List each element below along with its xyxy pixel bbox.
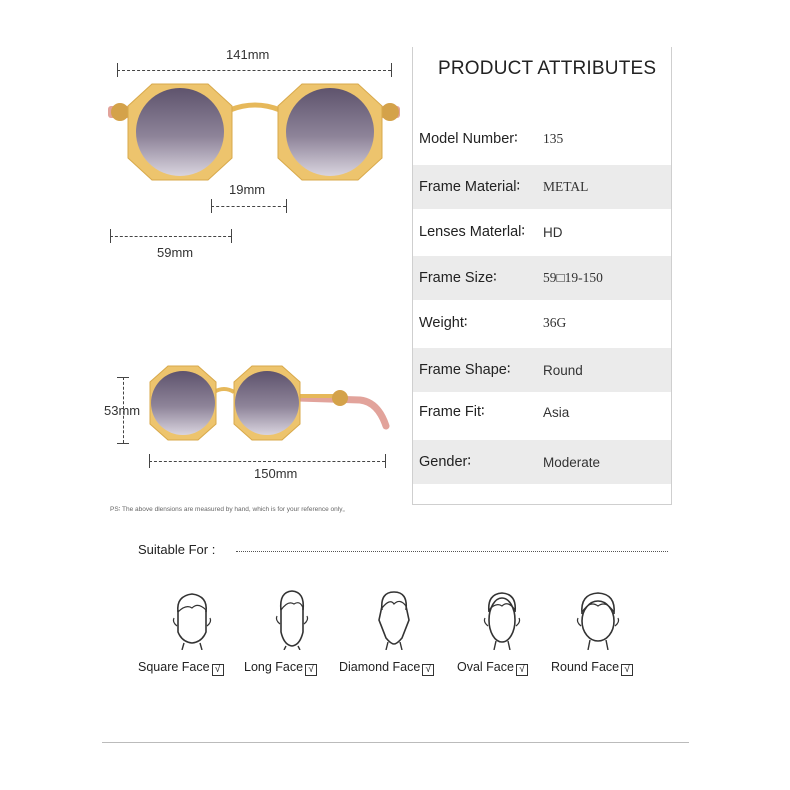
temple-length-tick-left <box>149 454 150 468</box>
attribute-key: Frame Size∶ <box>419 270 497 286</box>
attribute-key: Frame Shape∶ <box>419 362 511 378</box>
attribute-value: 135 <box>543 131 564 146</box>
round-face-icon <box>568 588 628 650</box>
lens-height-tick-top <box>117 377 129 378</box>
bridge-line <box>211 206 286 207</box>
attribute-value: HD <box>543 224 563 240</box>
attribute-value: 59□19-150 <box>543 270 603 285</box>
attribute-row-frame-shape <box>413 348 671 392</box>
face-label-text: Square Face <box>138 660 210 674</box>
face-label-text: Round Face <box>551 660 620 674</box>
total-width-label: 141mm <box>226 47 270 62</box>
angled-view-glasses <box>140 360 395 450</box>
attribute-key: Frame Fit∶ <box>419 404 485 420</box>
total-width-tick-right <box>391 63 392 77</box>
attribute-value: Round <box>543 362 583 378</box>
face-label-text: Diamond Face <box>339 660 421 674</box>
square-face-icon <box>162 588 222 650</box>
bridge <box>230 105 280 110</box>
face-label-long <box>244 660 317 676</box>
temple-length-tick-right <box>385 454 386 468</box>
temple-length-label: 150mm <box>254 466 298 481</box>
attribute-row-frame-fit <box>413 390 671 434</box>
attribute-row-lenses-material <box>413 210 671 254</box>
lens-height-label: 53mm <box>104 403 141 418</box>
attribute-value: Asia <box>543 404 570 420</box>
oval-face-icon <box>472 588 532 650</box>
right-hinge <box>381 103 399 121</box>
diamond-face-icon <box>364 588 424 650</box>
total-width-tick-left <box>117 63 118 77</box>
lens-height-tick-bottom <box>117 443 129 444</box>
attribute-key: Frame Material∶ <box>419 179 521 195</box>
lens-width-label: 59mm <box>157 245 194 260</box>
temple-length-line <box>149 461 385 462</box>
attribute-key: Model Number∶ <box>419 131 518 147</box>
attribute-row-gender <box>413 440 671 484</box>
attribute-key: Lenses Materlal∶ <box>419 224 526 240</box>
check-mark-icon: √ <box>422 664 434 676</box>
lens-width-tick-left <box>110 229 111 243</box>
face-label-text: Oval Face <box>457 660 514 674</box>
left-hinge <box>111 103 129 121</box>
check-mark-icon: √ <box>305 664 317 676</box>
measurement-note: PS∶ The above dlensions are measured by hand, which is for your reference only。 <box>110 506 349 513</box>
front-view-glasses <box>100 76 410 186</box>
face-label-diamond <box>339 660 434 676</box>
left-lens <box>136 88 224 176</box>
attribute-key: Weight∶ <box>419 315 468 331</box>
face-label-square <box>138 660 224 676</box>
bottom-divider <box>102 742 689 743</box>
attribute-row-weight <box>413 301 671 345</box>
check-mark-icon: √ <box>212 664 224 676</box>
check-mark-icon: √ <box>621 664 633 676</box>
lens-width-line <box>110 236 231 237</box>
long-face-icon <box>262 588 322 650</box>
suitable-for-divider <box>236 551 668 552</box>
bridge-tick-left <box>211 199 212 213</box>
suitable-for-label: Suitable For : <box>138 542 216 557</box>
attribute-value: Moderate <box>543 454 601 470</box>
attribute-value: 36G <box>543 315 567 330</box>
side-bridge <box>214 389 234 392</box>
lens-height-line <box>123 377 124 443</box>
check-mark-icon: √ <box>516 664 528 676</box>
attribute-row-model-number <box>413 117 671 161</box>
lens-width-tick-right <box>231 229 232 243</box>
bridge-label: 19mm <box>229 182 266 197</box>
attribute-row-frame-material <box>413 165 671 209</box>
face-label-text: Long Face <box>244 660 304 674</box>
face-label-oval <box>457 660 528 676</box>
attribute-value: METAL <box>543 179 589 194</box>
attribute-row-frame-size <box>413 256 671 300</box>
bridge-tick-right <box>286 199 287 213</box>
attributes-title: PRODUCT ATTRIBUTES <box>438 58 657 79</box>
side-right-lens <box>235 371 299 435</box>
total-width-line <box>117 70 391 71</box>
right-lens <box>286 88 374 176</box>
attribute-key: Gender∶ <box>419 454 472 470</box>
side-left-lens <box>151 371 215 435</box>
side-hinge <box>332 390 348 406</box>
face-label-round <box>551 660 633 676</box>
